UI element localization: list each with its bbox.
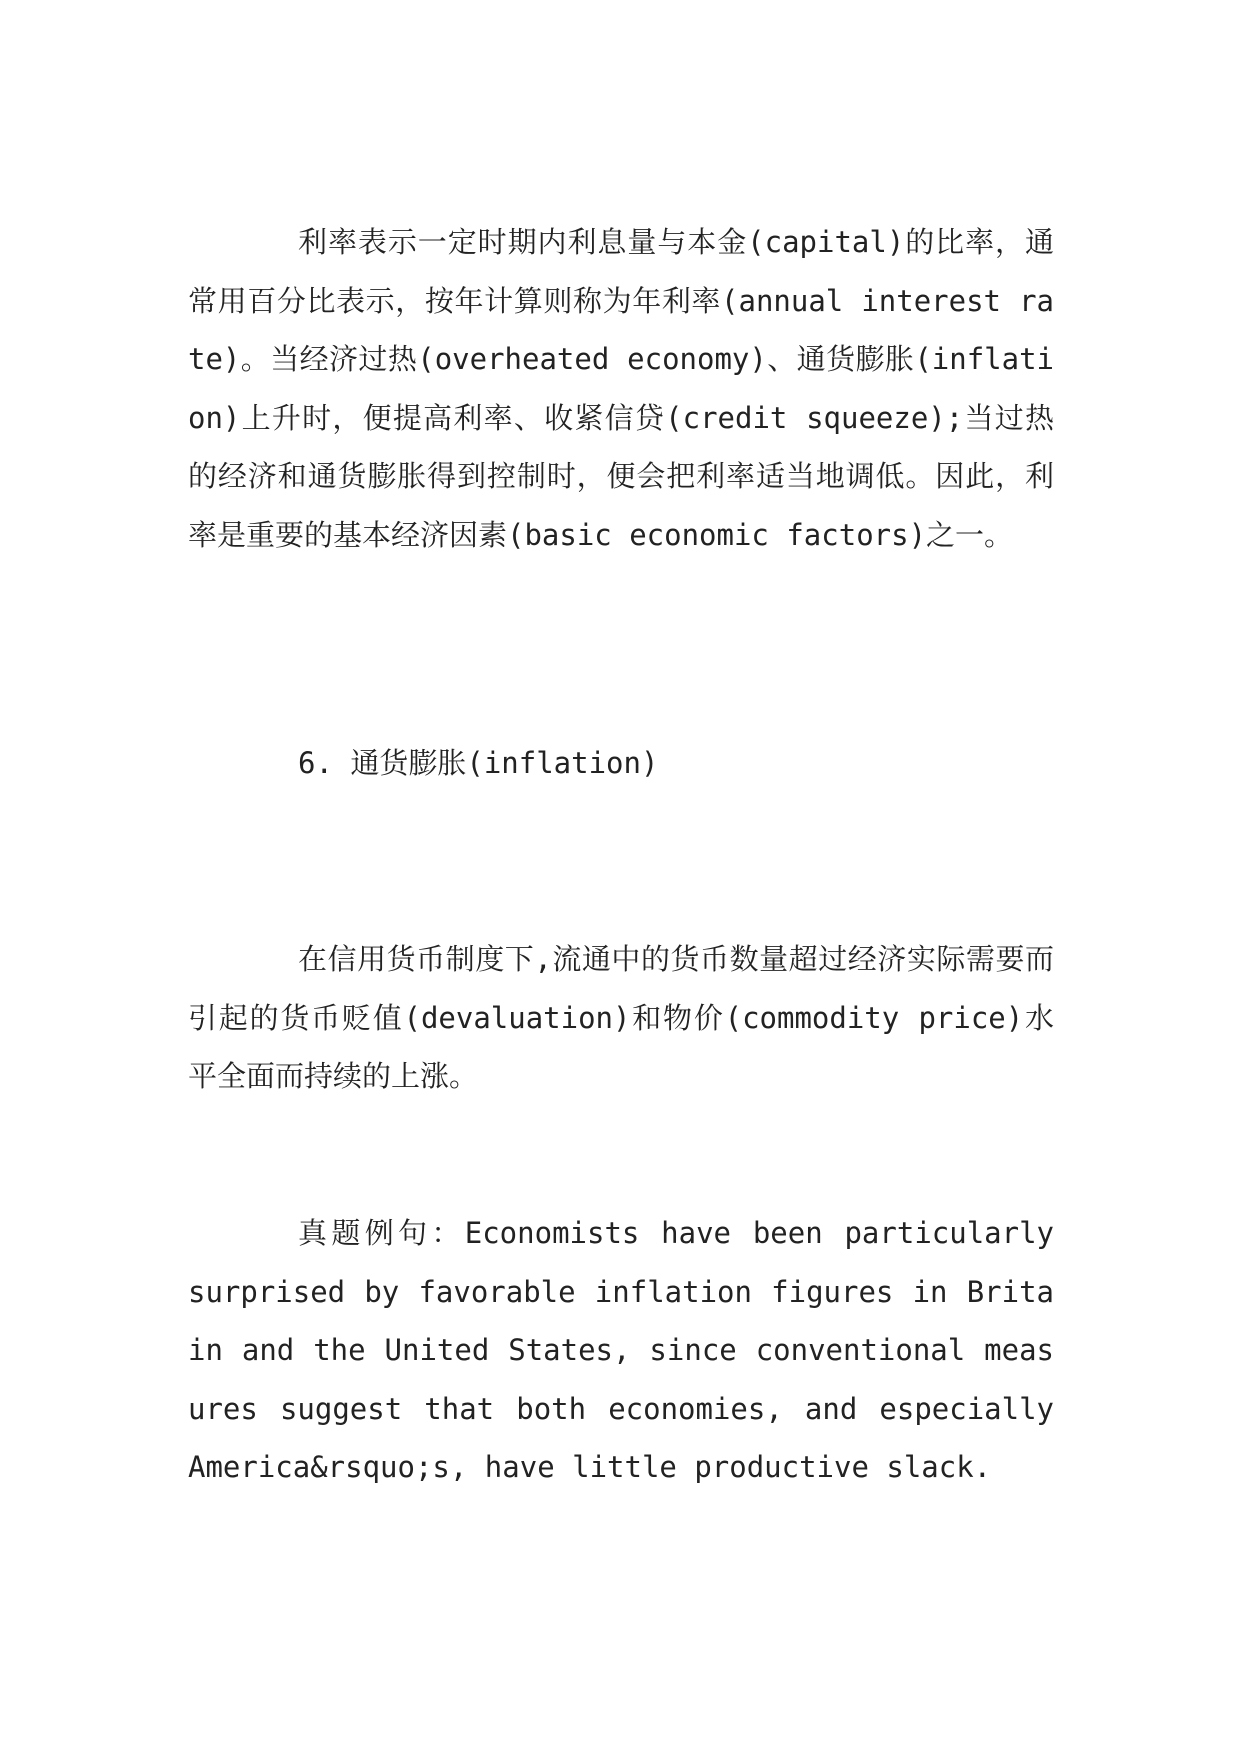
paragraph-inflation-definition: 在信用货币制度下,流通中的货币数量超过经济实际需要而引起的货币贬值(devaluation)和物价(commodity price)水平全面而持续的上涨。 [188, 942, 1054, 1093]
section-heading-inflation: 6. 通货膨胀(inflation) [298, 746, 659, 780]
paragraph-example-sentence: 真题例句：Economists have been particularly surprised by favorable inflation figures in Britain and the United States, since conventional measures suggest that both economies, and especially America&rsquo;s, have little productive slack. [188, 1216, 1054, 1484]
paragraph-interest-rate: 利率表示一定时期内利息量与本金(capital)的比率，通常用百分比表示，按年计算则称为年利率(annual interest rate)。当经济过热(overheated economy)、通货膨胀(inflation)上升时，便提高利率、收紧信贷(credit squeeze);当过热的经济和通货膨胀得到控制时，便会把利率适当地调低。因此，利率是重要的基本经济因素(basic economic factors)之一。 [188, 225, 1054, 552]
